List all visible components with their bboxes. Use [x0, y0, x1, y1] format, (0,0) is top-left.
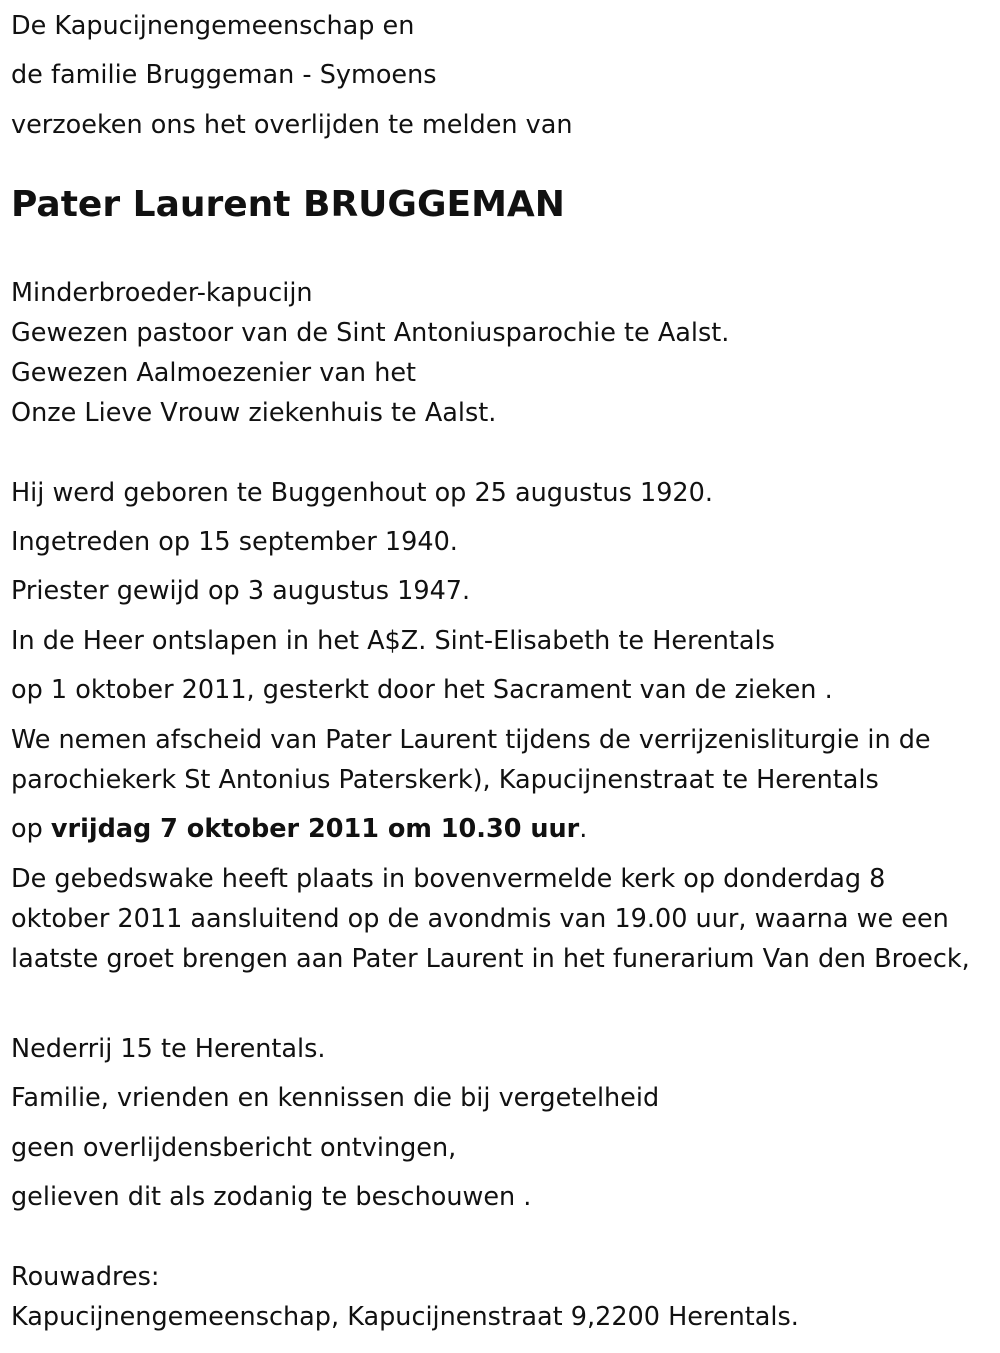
intro-line-3: verzoeken ons het overlijden te melden van: [11, 110, 573, 140]
funeral-date-bold: vrijdag 7 oktober 2011 om 10.30 uur: [50, 814, 580, 844]
notice-line: geen overlijdensbericht ontvingen,: [11, 1133, 457, 1163]
funeral-date: [11, 809, 587, 849]
title-line: Gewezen Aalmoezenier van het: [11, 358, 417, 388]
wake-address: Nederrij 15 te Herentals.: [11, 1034, 326, 1064]
biography-line: op 1 oktober 2011, gesterkt door het Sacrament van de zieken .: [11, 675, 833, 705]
mourning-address-label: Rouwadres:: [11, 1262, 160, 1292]
title-line: Gewezen pastoor van de Sint Antoniusparochie te Aalst.: [11, 318, 730, 348]
biography-line: Priester gewijd op 3 augustus 1947.: [11, 576, 471, 606]
biography-line: Ingetreden op 15 september 1940.: [11, 527, 458, 557]
funeral-date-prefix: op: [11, 814, 51, 844]
mourning-address: Kapucijnengemeenschap, Kapucijnenstraat 9,2200 Herentals.: [11, 1302, 799, 1332]
intro-line-1: De Kapucijnengemeenschap en: [11, 11, 415, 41]
title-line: Onze Lieve Vrouw ziekenhuis te Aalst.: [11, 398, 497, 428]
notice-line: gelieven dit als zodanig te beschouwen .: [11, 1182, 532, 1212]
wake-text: De gebedswake heeft plaats in bovenvermelde kerk op donderdag 8 oktober 2011 aansluitend op de avondmis van 19.00 uur, waarna we een laatste groet brengen aan Pater Laurent in het funerarium Van den Broeck,: [11, 864, 970, 974]
funeral-date-suffix: .: [579, 814, 588, 844]
biography-line: In de Heer ontslapen in het A$Z. Sint-Elisabeth te Herentals: [11, 626, 775, 656]
deceased-name: Pater Laurent BRUGGEMAN: [11, 184, 565, 225]
notice-line: Familie, vrienden en kennissen die bij vergetelheid: [11, 1083, 660, 1113]
title-line: Minderbroeder-kapucijn: [11, 278, 313, 308]
funeral-text: We nemen afscheid van Pater Laurent tijdens de verrijzenisliturgie in de parochiekerk St Antonius Paterskerk), Kapucijnenstraat te Herentals: [11, 725, 931, 795]
biography-line: Hij werd geboren te Buggenhout op 25 augustus 1920.: [11, 478, 713, 508]
intro-line-2: de familie Bruggeman - Symoens: [11, 60, 437, 90]
